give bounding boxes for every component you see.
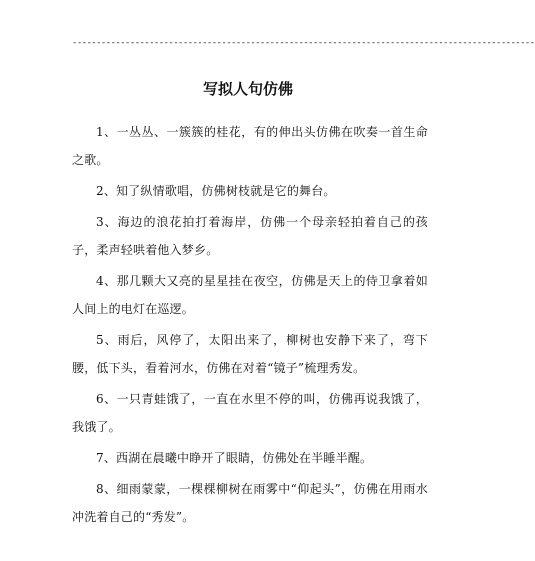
page-title: 写拟人句仿佛 [202, 80, 293, 98]
document-body [72, 118, 428, 534]
header-dashed-rule: ------------------------------------------------------------------------------------------------ [72, 38, 535, 48]
paragraph-8: 8、细雨蒙蒙，一棵棵柳树在雨雾中“仰起头”，仿佛在用雨水冲洗着自己的“秀发”。 [72, 482, 428, 524]
paragraph-5: 5、雨后，风停了，太阳出来了，柳树也安静下来了，弯下腰，低下头，看着河水，仿佛在对着“镜子”梳理秀发。 [72, 333, 428, 375]
paragraph-6: 6、一只青蛙饿了，一直在水里不停的叫，仿佛再说我饿了，我饿了。 [72, 392, 428, 434]
paragraph-1: 1、一丛丛、一簇簇的桂花，有的伸出头仿佛在吹奏一首生命之歌。 [72, 125, 428, 167]
paragraph-3: 3、海边的浪花拍打着海岸，仿佛一个母亲轻拍着自己的孩子，柔声轻哄着他入梦乡。 [72, 215, 428, 257]
paragraph-7: 7、西湖在晨曦中睁开了眼睛，仿佛处在半睡半醒。 [96, 451, 373, 465]
paragraph-2: 2、知了纵情歌唱，仿佛树枝就是它的舞台。 [96, 184, 336, 198]
paragraph-4: 4、那几颗大又亮的星星挂在夜空，仿佛是天上的侍卫拿着如人间上的电灯在巡逻。 [72, 274, 428, 316]
